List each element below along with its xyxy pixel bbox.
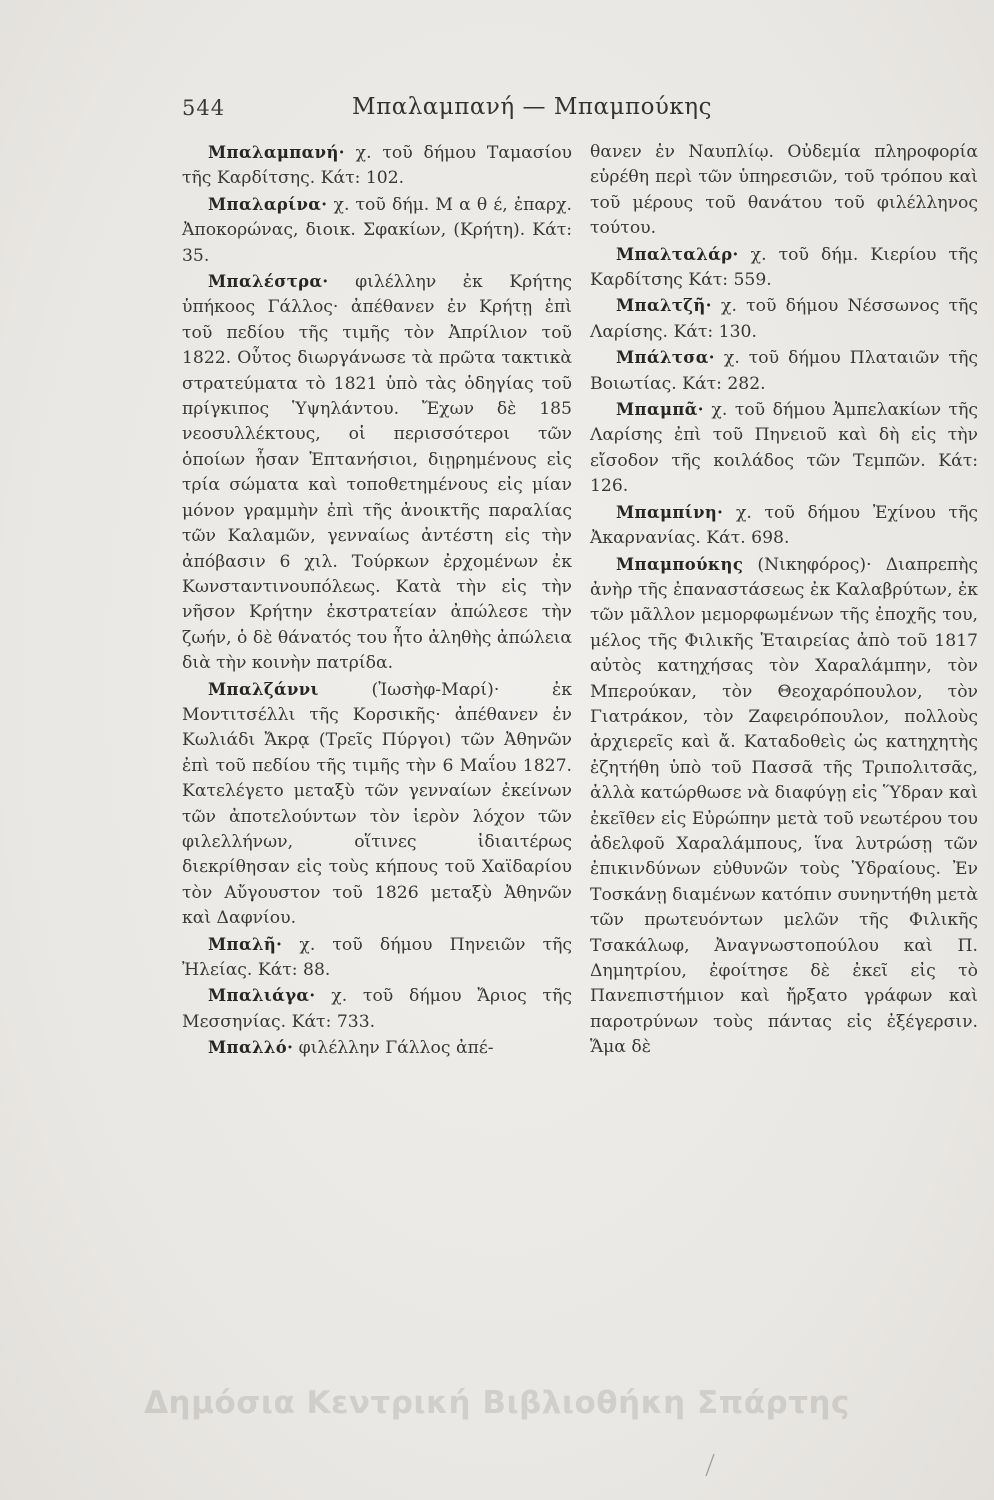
entry-text: θανεν ἐν Ναυπλίῳ. Οὐδεμία πληροφορία εὑρέθη περὶ τῶν ὑπηρεσιῶν, τοῦ τρόπου καὶ τοῦ μέρους τοῦ θανάτου τοῦ φιλέλληνος τούτου. — [590, 142, 978, 239]
dictionary-entry — [182, 677, 572, 932]
entry-text: χ. τοῦ δήμου Ἄριος τῆς Μεσσηνίας. Κάτ: 733. — [182, 986, 572, 1032]
entry-headword: Μπάλτσα· — [616, 348, 715, 368]
entry-text: χ. τοῦ δήμου Νέσσωνος τῆς Λαρίσης. Κάτ: 130. — [590, 296, 978, 342]
entry-text: χ. τοῦ δήμου Ἐχίνου τῆς Ἀκαρνανίας. Κάτ. 698. — [590, 502, 978, 549]
entry-text: χ. τοῦ δήμου Ἀμπελακίων τῆς Λαρίσης ἐπὶ τοῦ Πηνειοῦ καὶ δὴ εἰς τὴν εἴσοδον τῆς κοιλάδος τῶν Τεμπῶν. Κάτ: 126. — [590, 400, 978, 497]
entry-text: φιλέλλην ἐκ Κρήτης ὑπήκοος Γάλλος· ἀπέθανεν ἐν Κρήτῃ ἐπὶ τοῦ πεδίου τῆς τιμῆς τὸν Ἀπρίλιον τοῦ 1822. Οὗτος διωργάνωσε τὰ πρῶτα τακτικὰ στρατεύματα τὸ 1821 ὑπὸ τὰς ὁδηγίας τοῦ πρίγκιπος Ὑψηλάντου. Ἔχων δὲ 185 νεοσυλλέκτους, οἱ περισσότεροι τῶν ὁποίων ἦσαν Ἑπτανήσιοι, διῃρημένους εἰς τρία σώματα καὶ τοποθετημένους εἰς μίαν μόνον γραμμὴν ἐπὶ τῆς ἀνοικτῆς παραλίας τῶν Καλαμῶν, γενναίως ἀντέστη εἰς τὴν ἀπόβασιν 6 χιλ. Τούρκων ἐρχομένων ἐκ Κωνσταντινουπόλεως. Κατὰ τὴν εἰς τὴν νῆσον Κρήτην ἐκστρατείαν ἀπώλεσε τὴν ζωήν, ὁ δὲ θάνατός του ἦτο ἀληθὴς ἀπώλεια διὰ τὴν κοινὴν πατρίδα. — [182, 272, 572, 674]
dictionary-entry — [590, 242, 978, 294]
dictionary-entry — [590, 345, 978, 397]
dictionary-entry — [182, 140, 572, 192]
dictionary-entry — [590, 140, 978, 242]
entry-headword: Μπαλλό· — [208, 1038, 294, 1058]
entry-headword: Μπαμπίνη· — [616, 502, 724, 522]
dictionary-entry — [182, 932, 572, 984]
dictionary-entry — [590, 552, 978, 1061]
page-number: 544 — [182, 96, 226, 120]
dictionary-entry — [590, 500, 978, 552]
entry-headword: Μπαλταλάρ· — [616, 244, 739, 264]
entry-text: (Νικηφόρος)· Διαπρεπὴς ἀνὴρ τῆς ἐπαναστάσεως ἐκ Καλαβρύτων, ἐκ τῶν μᾶλλον μεμορφωμένων τῆς ἐποχῆς του, μέλος τῆς Φιλικῆς Ἑταιρείας ἀπὸ τοῦ 1817 αὐτὸς κατηχήσας τὸν Χαραλάμπην, τὸν Μπερούκαν, τὸν Θεοχαρόπουλον, τὸν Γιατράκον, τὸν Ζαφειρόπουλον, πολλοὺς ἀρχιερεῖς καὶ ἄ. Καταδοθεὶς ὡς κατηχητὴς ἐζητήθη ὑπὸ τοῦ Πασσᾶ τῆς Τριπολιτσᾶς, ἀλλὰ κατώρθωσε νὰ διαφύγῃ εἰς Ὕδραν καὶ ἐκεῖθεν εἰς Εὐρώπην μετὰ τοῦ νεωτέρου του ἀδελφοῦ Χαραλάμπους, ἵνα λυτρώσῃ τῶν ἐπικινδύνων εὐθυνῶν τοὺς Ὑδραίους. Ἐν Τοσκάνῃ διαμένων κατόπιν συνηντήθη μετὰ τῶν πρωτευόντων μελῶν τῆς Φιλικῆς Τσακάλωφ, Ἀναγνωστοπούλου καὶ Π. Δημητρίου, ἐφοίτησε δὲ ἐκεῖ εἰς τὸ Πανεπιστήμιον καὶ ἤρξατο γράφων καὶ παροτρύνων τοὺς πάντας εἰς ἐξέγερσιν. Ἅμα δὲ — [590, 554, 978, 1058]
entry-headword: Μπαμπούκης — [616, 554, 744, 574]
entry-headword: Μπαλτζῆ· — [616, 296, 712, 316]
entry-text: χ. τοῦ δήμου Ταμασίου τῆς Καρδίτσης. Κάτ: 102. — [182, 143, 572, 189]
entry-headword: Μπαλιάγα· — [208, 986, 316, 1006]
right-column — [590, 140, 978, 1061]
entry-headword: Μπαλαμπανή· — [208, 143, 345, 162]
dictionary-entry — [182, 1035, 572, 1061]
entry-text: χ. τοῦ δήμ. Μ α θ έ, ἐπαρχ. Ἀποκορώνας, διοικ. Σφακίων, (Κρήτη). Κάτ: 35. — [182, 194, 572, 266]
entry-text: χ. τοῦ δήμου Πηνειῶν τῆς Ἠλείας. Κάτ: 88. — [182, 934, 572, 980]
entry-headword: Μπαλέστρα· — [208, 272, 329, 292]
entry-headword: Μπαλαρίνα· — [208, 194, 328, 214]
dictionary-entry — [590, 397, 978, 500]
entry-text: φιλέλλην Γάλλος ἀπέ- — [293, 1038, 494, 1059]
entry-text: χ. τοῦ δήμου Πλαταιῶν τῆς Βοιωτίας. Κάτ: 282. — [590, 348, 978, 394]
entry-headword: Μπαλῆ· — [208, 934, 283, 954]
entry-headword: Μπαμπᾶ· — [616, 400, 704, 420]
entry-text: (Ἰωσὴφ-Μαρί)· ἐκ Μοντιτσέλλι τῆς Κορσικῆς· ἀπέθανεν ἐν Κωλιάδι Ἄκρᾳ (Τρεῖς Πύργοι) τῶν Ἀθηνῶν ἐπὶ τοῦ πεδίου τῆς τιμῆς τὴν 6 Μαΐου 1827. Κατελέγετο μεταξὺ τῶν γενναίων ἐκείνων τῶν ἀποτελούντων τὸν ἱερὸν λόχον τῶν φιλελλήνων, οἵτινες ἰδιαιτέρως διεκρίθησαν εἰς τοὺς κήπους τοῦ Χαϊδαρίου τὸν Αὔγουστον τοῦ 1826 μεταξὺ Ἀθηνῶν καὶ Δαφνίου. — [182, 679, 572, 929]
pencil-mark — [702, 1452, 718, 1478]
entry-text: χ. τοῦ δήμ. Κιερίου τῆς Καρδίτσης Κάτ: 559. — [590, 244, 978, 291]
library-watermark: Δημόσια Κεντρική Βιβλιοθήκη Σπάρτης — [144, 1385, 850, 1421]
dictionary-entry — [182, 192, 572, 269]
left-column — [182, 140, 572, 1062]
dictionary-entry — [182, 269, 572, 677]
running-head: Μπαλαμπανή — Μπαμπούκης — [352, 94, 712, 120]
page-header — [182, 96, 882, 130]
dictionary-entry — [182, 983, 572, 1035]
dictionary-entry — [590, 293, 978, 345]
entry-headword: Μπαλζάννι — [208, 679, 319, 699]
